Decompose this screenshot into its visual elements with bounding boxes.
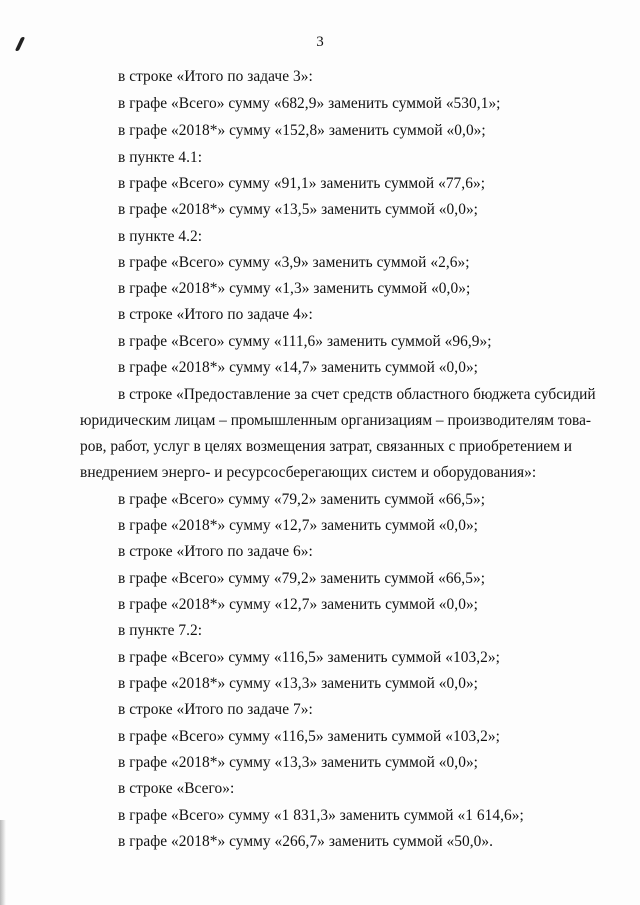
text-line: в пункте 4.1:: [118, 149, 203, 166]
text-line: в строке «Итого по задаче 4»:: [118, 306, 313, 323]
text-line: в графе «2018*» сумму «13,3» заменить суммой «0,0»;: [118, 754, 479, 771]
text-line: в графе «Всего» сумму «3,9» заменить суммой «2,6»;: [118, 254, 470, 271]
text-line: в графе «Всего» сумму «1 831,3» заменить суммой «1 614,6»;: [118, 807, 524, 824]
scan-edge-shadow: [0, 820, 6, 905]
text-line: в графе «Всего» сумму «116,5» заменить суммой «103,2»;: [118, 728, 500, 745]
text-line: в пункте 7.2:: [118, 622, 203, 639]
text-line: в строке «Всего»:: [118, 780, 235, 797]
text-line: в графе «Всего» сумму «111,6» заменить суммой «96,9»;: [118, 333, 492, 350]
text-line: в графе «2018*» сумму «266,7» заменить суммой «50,0».: [118, 833, 494, 850]
text-line: в графе «Всего» сумму «91,1» заменить суммой «77,6»;: [118, 175, 486, 192]
text-line: в строке «Итого по задаче 6»:: [118, 543, 313, 560]
text-line: в пункте 4.2:: [118, 228, 203, 245]
paragraph-line: юридическим лицам – промышленным организациям – производителям това-: [80, 412, 592, 429]
text-line: в строке «Итого по задаче 7»:: [118, 701, 313, 718]
paragraph-line: в строке «Предоставление за счет средств областного бюджета субсидий: [118, 386, 596, 403]
text-line: в графе «Всего» сумму «116,5» заменить суммой «103,2»;: [118, 649, 500, 666]
paragraph-line: внедрением энерго- и ресурсосберегающих систем и оборудования»:: [80, 464, 537, 481]
paragraph-line: ров, работ, услуг в целях возмещения затрат, связанных с приобретением и: [80, 438, 573, 455]
text-line: в графе «Всего» сумму «79,2» заменить суммой «66,5»;: [118, 491, 486, 508]
text-line: в графе «2018*» сумму «13,5» заменить суммой «0,0»;: [118, 201, 479, 218]
text-line: в графе «2018*» сумму «152,8» заменить суммой «0,0»;: [118, 122, 486, 139]
page-number: 3: [316, 34, 324, 50]
text-line: в графе «Всего» сумму «682,9» заменить суммой «530,1»;: [118, 95, 501, 112]
text-line: в графе «2018*» сумму «1,3» заменить суммой «0,0»;: [118, 280, 471, 297]
text-line: в графе «2018*» сумму «13,3» заменить суммой «0,0»;: [118, 675, 479, 692]
text-line: в графе «2018*» сумму «12,7» заменить суммой «0,0»;: [118, 517, 479, 534]
text-line: в строке «Итого по задаче 3»:: [118, 68, 313, 85]
text-line: в графе «2018*» сумму «12,7» заменить суммой «0,0»;: [118, 596, 479, 613]
text-line: в графе «2018*» сумму «14,7» заменить суммой «0,0»;: [118, 359, 479, 376]
text-line: в графе «Всего» сумму «79,2» заменить суммой «66,5»;: [118, 570, 486, 587]
